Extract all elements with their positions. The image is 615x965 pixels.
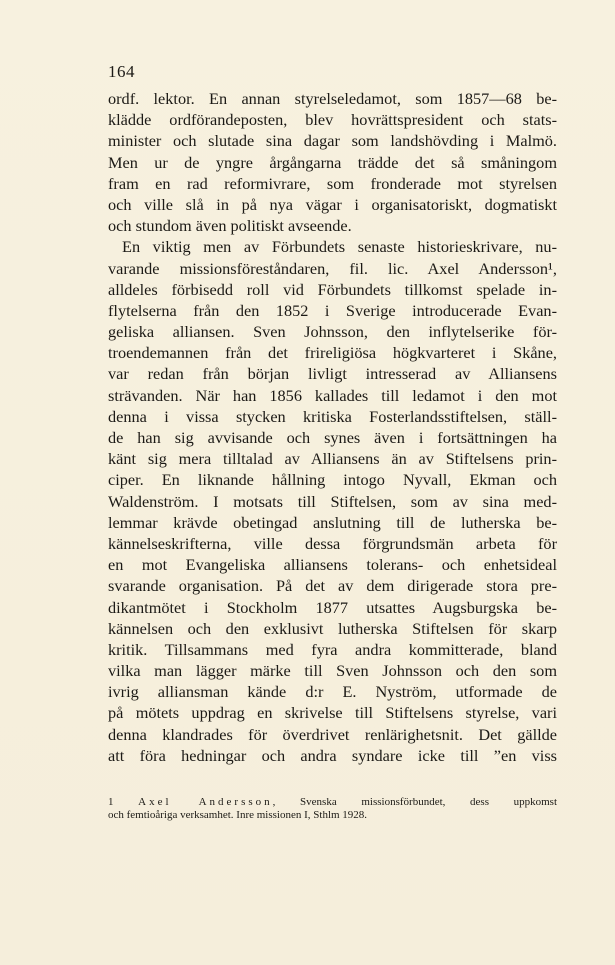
text-line: strävanden. När han 1856 kallades till ledamot i den mot	[108, 385, 557, 405]
text-line: var redan från början livligt intresserad av Alliansens	[108, 364, 557, 384]
text-line: klädde ordförandeposten, blev hovrättspresident och stats-	[108, 110, 557, 130]
text-line: kännelseskrifterna, ville dessa förgrundsmän arbeta för	[108, 533, 557, 553]
footnote-title: , Svenska missionsförbundet, dess uppkomst	[272, 796, 558, 808]
text-line: och ville slå in på nya vägar i organisatoriskt, dogmatiskt	[108, 194, 557, 214]
text-line: alldeles förbisedd roll vid Förbundets tillkomst spelade in-	[108, 279, 557, 299]
text-line: känt sig mera tilltalad av Alliansens än av Stiftelsens prin-	[108, 449, 557, 469]
text-line: kännelsen och den exklusivt lutherska Stiftelsen för skarp	[108, 618, 557, 638]
text-line: ivrig alliansman kände d:r E. Nyström, utformade de	[108, 682, 557, 702]
text-line: varande missionsföreståndaren, fil. lic. Axel Andersson¹,	[108, 258, 557, 278]
body-text	[108, 88, 557, 766]
text-line: Waldenström. I motsats till Stiftelsen, som av sina med-	[108, 491, 557, 511]
text-line: de han sig avvisande och synes även i fortsättningen ha	[108, 428, 557, 447]
text-line: flytelserna från den 1852 i Sverige introducerade Evan-	[108, 300, 557, 320]
text-line: att föra hedningar och andra syndare icke till ”en viss	[108, 745, 557, 765]
text-line: kritik. Tillsammans med fyra andra kommitterade, bland	[108, 639, 557, 659]
text-line: denna klandrades för överdrivet renlärighetsnit. Det gällde	[108, 724, 557, 744]
text-line: denna i vissa stycken kritiska Fosterlandsstiftelsen, ställ-	[108, 406, 557, 426]
text-line: vilka man lägger märke till Sven Johnsson och den som	[108, 661, 557, 681]
text-line: och stundom även politiskt avseende.	[108, 216, 352, 236]
text-line: en mot Evangeliska alliansens tolerans- och enhetsideal	[108, 555, 557, 575]
text-line: svarande organisation. På det av dem dirigerade stora pre-	[108, 576, 557, 596]
footnote	[108, 796, 557, 822]
text-line: Men ur de yngre årgångarna trädde det så småningom	[108, 152, 557, 172]
text-line: troendemannen från det frireligiösa högkvarteret i Skåne,	[108, 343, 557, 363]
text-line: ordf. lektor. En annan styrelseledamot, som 1857—68 be-	[108, 89, 557, 108]
footnote-marker: 1	[108, 796, 114, 808]
text-line: på mötets uppdrag en skrivelse till Stiftelsens styrelse, vari	[108, 703, 557, 723]
page-number: 164	[108, 62, 135, 81]
footnote-line: och femtioåriga verksamhet. Inre missionen I, Sthlm 1928.	[108, 809, 368, 821]
text-line: lemmar krävde obetingad anslutning till de lutherska be-	[108, 512, 557, 532]
text-line: geliska alliansen. Sven Johnsson, den inflytelserike för-	[108, 322, 557, 342]
text-line: ciper. En liknande hållning intogo Nyvall, Ekman och	[108, 470, 557, 490]
footnote-line	[108, 796, 557, 809]
text-line: En viktig men av Förbundets senaste historieskrivare, nu-	[122, 237, 557, 257]
text-line: minister och slutade sina dagar som landshövding i Malmö.	[108, 131, 557, 151]
text-line: dikantmötet i Stockholm 1877 utsattes Augsburgska be-	[108, 597, 557, 617]
footnote-author: Axel Andersson	[138, 796, 273, 808]
text-line: fram en rad reformivrare, som fronderade mot styrelsen	[108, 173, 557, 193]
